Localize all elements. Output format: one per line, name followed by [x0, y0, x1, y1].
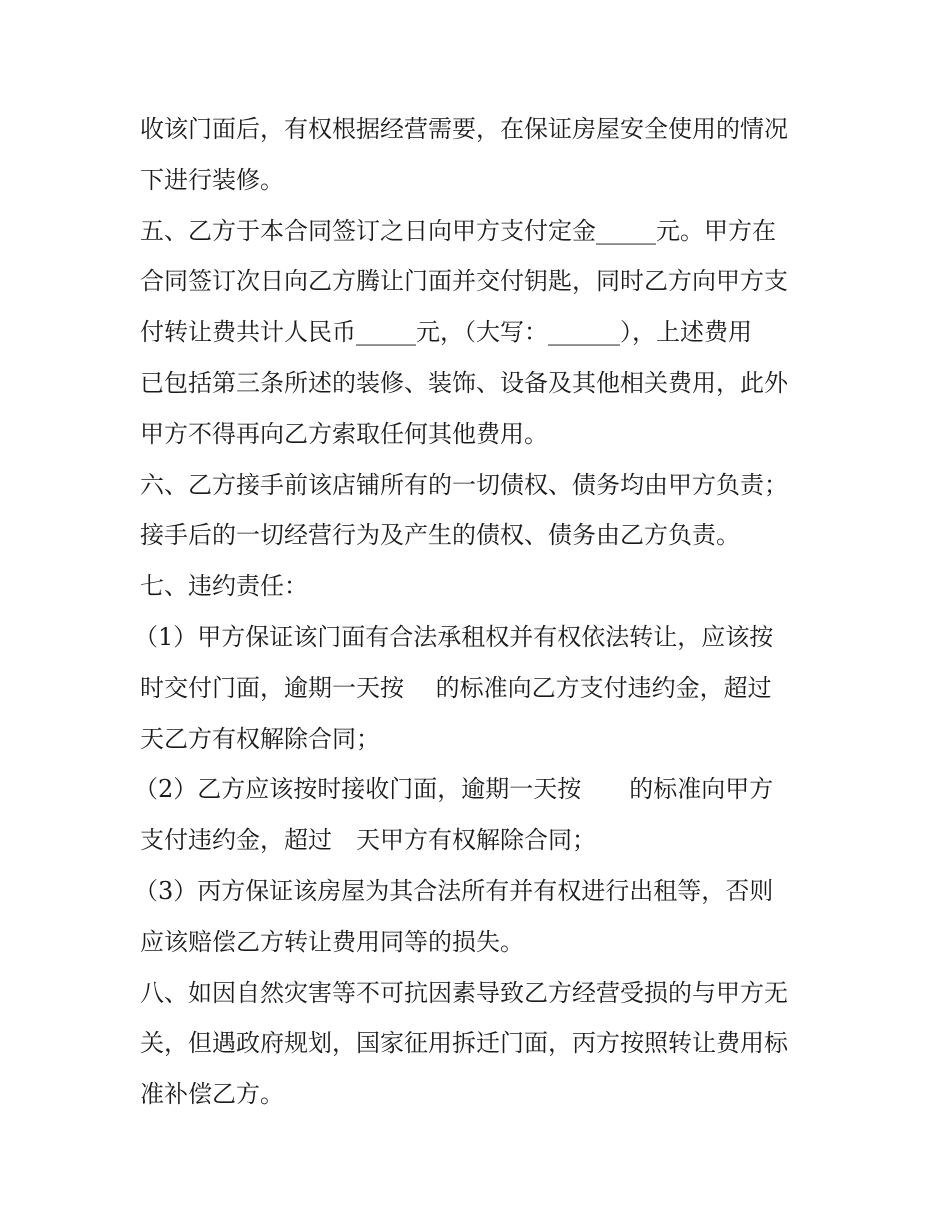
text-line: 接手后的一切经营行为及产生的债权、债务由乙方负责。: [140, 521, 740, 550]
text-line: 支付违约金，超过 天甲方有权解除合同；: [140, 826, 596, 855]
text-line: 下进行装修。: [140, 165, 284, 194]
contract-body: [134, 104, 830, 1120]
clause-5-line: 五、乙方于本合同签订之日向甲方支付定金_____元。甲方在: [140, 216, 776, 245]
clause-6-line: 六、乙方接手前该店铺所有的一切债权、债务均由甲方负责；: [140, 470, 788, 499]
text-line: 关，但遇政府规划，国家征用拆迁门面，丙方按照转让费用标: [140, 1029, 788, 1058]
text-line: 甲方不得再向乙方索取任何其他费用。: [140, 419, 548, 448]
text-line: 天乙方有权解除合同；: [140, 724, 380, 753]
text-line: 已包括第三条所述的装修、装饰、设备及其他相关费用，此外: [140, 368, 788, 397]
text-line: 付转让费共计人民币_____元，（大写：______），上述费用: [140, 318, 752, 347]
text-line: 准补偿乙方。: [140, 1080, 284, 1109]
clause-7-item-1: （1）甲方保证该门面有合法承租权并有权依法转让，应该按: [134, 622, 774, 651]
clause-7-heading: 七、违约责任：: [140, 572, 308, 601]
text-line: 时交付门面，逾期一天按 的标准向乙方支付违约金，超过: [140, 673, 772, 702]
text-line: 应该赔偿乙方转让费用同等的损失。: [140, 927, 524, 956]
clause-7-item-3: （3）丙方保证该房屋为其合法所有并有权进行出租等，否则: [134, 876, 774, 905]
text-line: 收该门面后，有权根据经营需要，在保证房屋安全使用的情况: [140, 115, 788, 143]
clause-7-item-2: （2）乙方应该按时接收门面，逾期一天按 的标准向甲方: [134, 775, 774, 804]
text-line: 合同签订次日向乙方腾让门面并交付钥匙，同时乙方向甲方支: [140, 267, 788, 296]
clause-8-line: 八、如因自然灾害等不可抗因素导致乙方经营受损的与甲方无: [140, 978, 788, 1007]
